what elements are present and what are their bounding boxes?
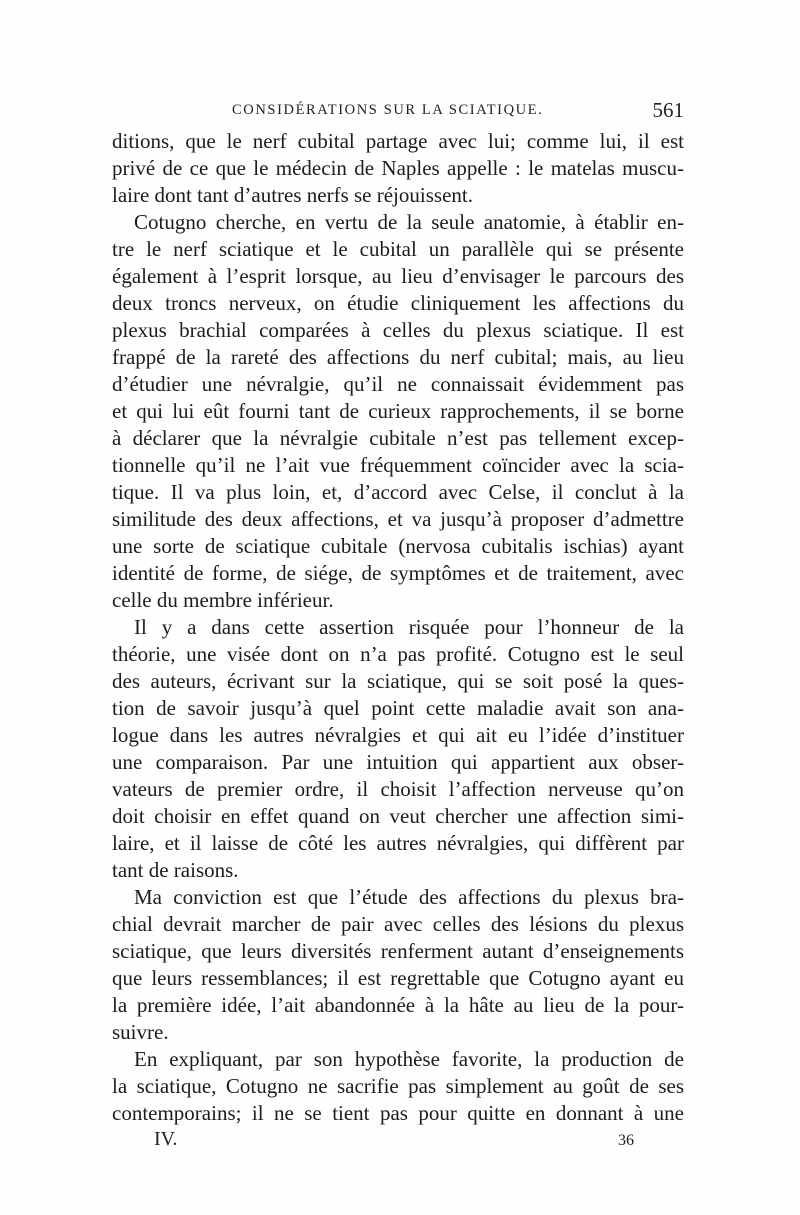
text-line: la première idée, l’ait abandonnée à la hâte au lieu de la pour- — [112, 993, 684, 1017]
text-line: vateurs de premier ordre, il choisit l’affection nerveuse qu’on — [112, 777, 684, 801]
text-line: une comparaison. Par une intuition qui appartient aux obser- — [112, 750, 684, 774]
text-line: ditions, que le nerf cubital partage avec lui; comme lui, il est — [112, 129, 684, 153]
text-line: En expliquant, par son hypothèse favorite, la production de — [134, 1047, 684, 1071]
text-line: tant de raisons. — [112, 858, 239, 882]
text-line: laire dont tant d’autres nerfs se réjouissent. — [112, 183, 473, 207]
text-line: deux troncs nerveux, on étudie cliniquement les affections du — [112, 291, 684, 315]
text-line: tion de savoir jusqu’à quel point cette maladie avait son ana- — [112, 696, 684, 720]
text-line: chial devrait marcher de pair avec celles des lésions du plexus — [112, 912, 684, 936]
text-line: similitude des deux affections, et va jusqu’à proposer d’admettre — [112, 507, 684, 531]
text-line: identité de forme, de siége, de symptômes et de traitement, avec — [112, 561, 684, 585]
text-line: tionnelle qu’il ne l’ait vue fréquemment coïncider avec la scia- — [112, 453, 684, 477]
text-line: à déclarer que la névralgie cubitale n’est pas tellement excep- — [112, 426, 684, 450]
text-line: que leurs ressemblances; il est regrettable que Cotugno ayant eu — [112, 966, 684, 990]
running-head — [112, 98, 684, 124]
text-line: celle du membre inférieur. — [112, 588, 334, 612]
text-line: contemporains; il ne se tient pas pour quitte en donnant à une — [112, 1101, 684, 1125]
text-line: laire, et il laisse de côté les autres névralgies, qui diffèrent par — [112, 831, 684, 855]
text-line: théorie, une visée dont on n’a pas profité. Cotugno est le seul — [112, 642, 684, 666]
running-title: CONSIDÉRATIONS SUR LA SCIATIQUE. — [232, 102, 544, 118]
text-line: suivre. — [112, 1020, 169, 1044]
text-line: la sciatique, Cotugno ne sacrifie pas simplement au goût de ses — [112, 1074, 684, 1098]
signature-number: 36 — [618, 1132, 634, 1149]
text-line: et qui lui eût fourni tant de curieux rapprochements, il se borne — [112, 399, 684, 423]
text-line: une sorte de sciatique cubitale (nervosa cubitalis ischias) ayant — [112, 534, 684, 558]
text-line: Ma conviction est que l’étude des affections du plexus bra- — [134, 885, 684, 909]
text-line: d’étudier une névralgie, qu’il ne connaissait évidemment pas — [112, 372, 684, 396]
text-line: logue dans les autres névralgies et qui ait eu l’idée d’instituer — [112, 723, 684, 747]
text-line: Cotugno cherche, en vertu de la seule anatomie, à établir en- — [134, 210, 684, 234]
body-text — [112, 128, 684, 1127]
text-line: plexus brachial comparées à celles du plexus sciatique. Il est — [112, 318, 684, 342]
text-line: tique. Il va plus loin, et, d’accord avec Celse, il conclut à la — [112, 480, 684, 504]
text-line: frappé de la rareté des affections du nerf cubital; mais, au lieu — [112, 345, 684, 369]
text-line: des auteurs, écrivant sur la sciatique, qui se soit posé la ques- — [112, 669, 684, 693]
text-line: tre le nerf sciatique et le cubital un parallèle qui se présente — [112, 237, 684, 261]
page-number: 561 — [652, 98, 684, 122]
text-line: également à l’esprit lorsque, au lieu d’envisager le parcours des — [112, 264, 684, 288]
text-line: sciatique, que leurs diversités renferment autant d’enseignements — [112, 939, 684, 963]
text-line: Il y a dans cette assertion risquée pour l’honneur de la — [134, 615, 684, 639]
signature-volume: IV. — [154, 1128, 178, 1150]
text-line: privé de ce que le médecin de Naples appelle : le matelas muscu- — [112, 156, 684, 180]
printer-signature — [112, 1128, 684, 1156]
text-line: doit choisir en effet quand on veut chercher une affection simi- — [112, 804, 684, 828]
